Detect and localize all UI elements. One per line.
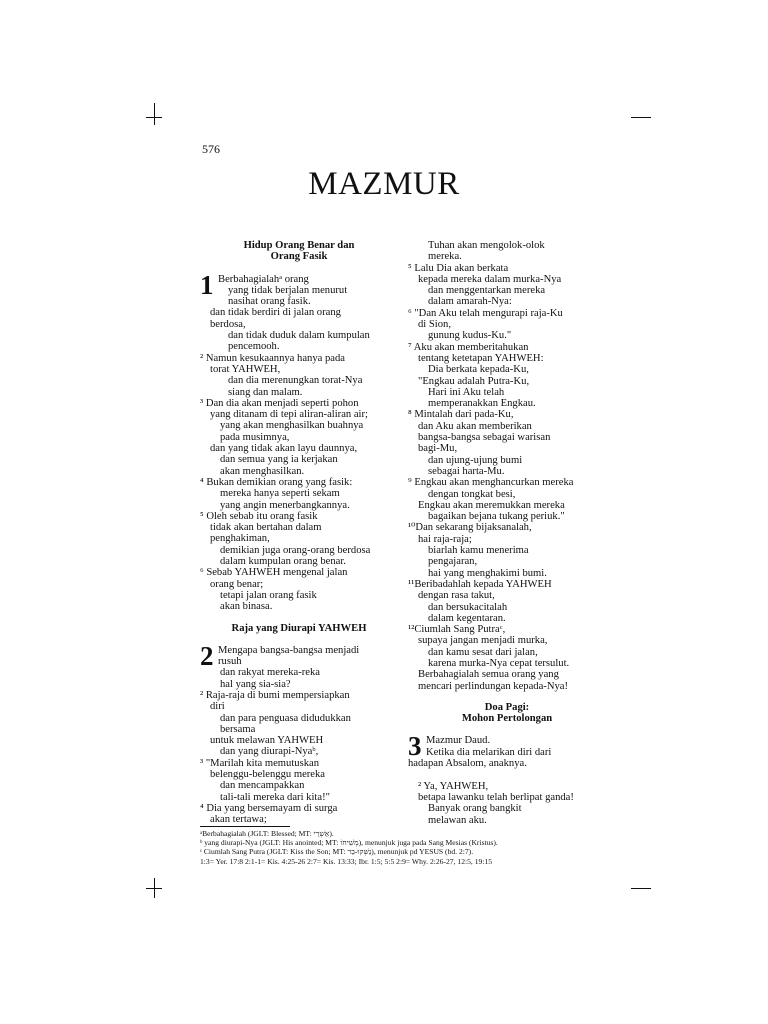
verse-line: nasihat orang fasik.: [228, 296, 311, 308]
verse-line: dalam kumpulan orang benar.: [220, 556, 346, 568]
book-title: MAZMUR: [308, 166, 460, 202]
verse-line: hai raja-raja;: [418, 533, 472, 545]
footnote-marker: a: [279, 273, 283, 281]
verse-line: Mazmur Daud.: [426, 735, 491, 747]
verse-line: untuk melawan YAHWEH: [210, 735, 324, 747]
verse-line: Engkau akan meremukkan mereka: [418, 499, 565, 511]
chapter-2: [200, 640, 398, 826]
verse-line: Ketika dia melarikan diri dari: [426, 746, 552, 758]
verse-line: bersama: [220, 723, 256, 735]
chapter-number: 3: [408, 731, 422, 762]
section-heading-psalm-1: Hidup Orang Benar dan Orang Fasik: [243, 240, 355, 263]
verse-line: tetapi jalan orang fasik: [220, 589, 317, 601]
verse-line: memperanakkan Engkau.: [428, 398, 536, 410]
verse-line: ¹²Ciumlah Sang Putra$^c$,: [408, 624, 506, 636]
verse-line: bangsa-bangsa sebagai warisan: [418, 432, 551, 444]
verse-line: ⁵ Oleh sebab itu orang fasik: [200, 510, 318, 522]
verse-line: orang benar;: [210, 578, 264, 590]
footnotes: [200, 829, 600, 866]
verse-line: dan bersukacitalah: [428, 601, 508, 613]
verse-line: dan tidak duduk dalam kumpulan: [228, 330, 370, 342]
verse-line: dan semua yang ia kerjakan: [220, 454, 338, 466]
verse-line: dan yang diurapi-Nya$^b$,: [220, 746, 319, 758]
chapter-3: [408, 731, 606, 826]
verse-line: demikian juga orang-orang berdosa: [220, 544, 371, 556]
footnote-c: ᶜ Ciumlah Sang Putra (JGLT: Kiss the Son; MT: נַשְּׁקוּ-בַר), menunjuk pd YESUS (bd. 2:7).: [200, 847, 474, 857]
chapter-number: 2: [200, 640, 214, 671]
verse-line: dan rakyat mereka-reka: [220, 667, 320, 679]
crop-mark-tr-h: [631, 117, 651, 118]
verse-line: dan para penguasa didudukkan: [220, 712, 351, 724]
verse-line: Mengapa bangsa-bangsa menjadi: [218, 644, 360, 656]
verse-line: mereka hanya seperti sekam: [220, 488, 340, 500]
verse-line: bagi-Mu,: [418, 443, 458, 455]
verse-line: Hari ini Aku telah: [428, 386, 505, 398]
verse-line: ⁶ "Dan Aku telah mengurapi raja-Ku: [408, 307, 563, 319]
cross-references: 1:3= Yer. 17:8 2:1-1= Kis. 4:25-26 2:7= Kis. 13:33; Ibr. 1:5; 5:5 2:9= Why. 2:26-27, 12:5, 19:15: [200, 856, 492, 866]
right-column: [408, 240, 606, 826]
verse-line: berdosa,: [210, 318, 246, 330]
verse-line: karena murka-Nya cepat tersulut.: [428, 657, 570, 669]
verse-line: Banyak orang bangkit: [428, 803, 522, 815]
chapter-number: 1: [200, 269, 214, 300]
verse-line: melawan aku.: [428, 814, 487, 826]
footnote-marker: b: [312, 746, 316, 754]
verse-line: ¹¹Beribadahlah kepada YAHWEH: [408, 578, 552, 590]
verse-line: gunung kudus-Ku.": [428, 330, 512, 342]
verse-line: pencemooh.: [228, 341, 280, 353]
verse-line: ³ Dan dia akan menjadi seperti pohon: [200, 397, 359, 409]
verse-line: bagaikan bejana tukang periuk.": [428, 511, 565, 523]
verse-line: dan kamu sesat dari jalan,: [428, 646, 538, 658]
verse-line: ² Ya, YAHWEH,: [418, 780, 489, 792]
verse-line: torat YAHWEH,: [210, 363, 281, 375]
verse-line: dengan tongkat besi,: [428, 488, 516, 500]
verse-line: dan tidak berdiri di jalan orang: [210, 307, 341, 319]
verse-line: [408, 769, 606, 780]
verse-line: ⁵ Lalu Dia akan berkata: [408, 262, 509, 274]
verse-line: ⁴ Bukan demikian orang yang fasik:: [200, 476, 353, 488]
verse-line: kepada mereka dalam murka-Nya: [418, 273, 562, 285]
verse-line: dan Aku akan memberikan: [418, 420, 532, 432]
verse-line: hadapan Absalom, anaknya.: [408, 758, 527, 770]
verse-line: ⁴ Dia yang bersemayam di surga: [200, 802, 338, 814]
verse-line: dalam kegentaran.: [428, 612, 506, 624]
verse-line: Tuhan akan mengolok-olok: [428, 240, 545, 251]
verse-line: Berbahagialah semua orang yang: [418, 669, 559, 681]
footnote-b: ᵇ yang diurapi-Nya (JGLT: His anointed; MT: מְשִׁיחוֹ), menunjuk juga pada Sang Mesias (Kristus).: [200, 838, 498, 848]
verse-line: hai yang menghakimi bumi.: [428, 567, 547, 579]
verse-line: penghakiman,: [210, 533, 270, 545]
verse-line: belenggu-belenggu mereka: [210, 769, 326, 781]
verse-line: yang ditanam di tepi aliran-aliran air;: [210, 409, 368, 421]
verse-line: ⁸ Mintalah dari pada-Ku,: [408, 409, 514, 421]
footnote-rule: [200, 826, 290, 827]
chapter-2-continued: [408, 240, 606, 692]
verse-line: dan yang tidak akan layu daunnya,: [210, 443, 358, 455]
section-heading-psalm-3: Doa Pagi: Mohon Pertolongan: [461, 701, 553, 725]
verse-line: dan ujung-ujung bumi: [428, 454, 523, 466]
verse-line: tidak akan bertahan dalam: [210, 522, 322, 534]
verse-line: tentang ketetapan YAHWEH:: [418, 352, 544, 364]
verse-line: akan menghasilkan.: [220, 465, 305, 477]
verse-line: yang angin menerbangkannya.: [220, 499, 350, 511]
verse-line: dalam amarah-Nya:: [428, 296, 512, 308]
verse-line: ¹⁰Dan sekarang bijaksanalah,: [408, 522, 532, 534]
verse-line: yang tidak berjalan menurut: [228, 284, 348, 296]
verse-line: betapa lawanku telah berlipat ganda!: [418, 791, 574, 803]
verse-line: hal yang sia-sia?: [220, 678, 291, 690]
verse-line: mereka.: [428, 251, 462, 263]
left-column: [200, 240, 398, 826]
verse-line: dan mencampakkan: [220, 780, 305, 792]
verse-line: dan dia merenungkan torat-Nya: [228, 375, 363, 387]
footnote-a: ᵃBerbahagialah (JGLT: Blessed; MT: אַשְׁרֵי).: [200, 829, 334, 838]
verse-line: sebagai harta-Mu.: [428, 465, 505, 477]
footnote-marker: c: [499, 624, 503, 632]
verse-line: dan menggentarkan mereka: [428, 285, 546, 297]
verse-line: supaya jangan menjadi murka,: [418, 635, 548, 647]
verse-line: biarlah kamu menerima: [428, 545, 529, 557]
verse-line: mencari perlindungan kepada-Nya!: [418, 680, 569, 692]
verse-line: ⁷ Aku akan memberitahukan: [408, 341, 529, 353]
page-number: 576: [202, 142, 220, 156]
verse-line: akan tertawa;: [210, 814, 267, 826]
verse-line: Berbahagialah$^a$ orang: [218, 273, 309, 285]
crop-mark-bl-v: [154, 878, 155, 898]
verse-line: ³ "Marilah kita memutuskan: [200, 757, 320, 769]
verse-line: ² Namun kesukaannya hanya pada: [200, 352, 345, 364]
verse-line: ⁹ Engkau akan menghancurkan mereka: [408, 477, 574, 489]
chapter-1: [200, 269, 398, 613]
verse-line: rusuh: [218, 656, 242, 668]
verse-line: "Engkau adalah Putra-Ku,: [418, 375, 530, 387]
crop-mark-br-h: [631, 888, 651, 889]
verse-line: ⁶ Sebab YAHWEH mengenal jalan: [200, 567, 348, 579]
verse-line: akan binasa.: [220, 601, 273, 613]
verse-line: tali-tali mereka dari kita!": [220, 791, 330, 803]
crop-mark-tl-v: [154, 103, 155, 125]
verse-line: yang akan menghasilkan buahnya: [220, 420, 364, 432]
verse-line: di Sion,: [418, 319, 451, 331]
verse-line: diri: [210, 701, 225, 713]
verse-line: siang dan malam.: [228, 386, 303, 398]
verse-line: pada musimnya,: [220, 431, 290, 443]
verse-line: pengajaran,: [428, 556, 478, 568]
verse-line: ² Raja-raja di bumi mempersiapkan: [200, 689, 350, 701]
verse-line: dengan rasa takut,: [418, 590, 495, 602]
section-heading-psalm-2: Raja yang Diurapi YAHWEH: [231, 622, 367, 634]
verse-line: Dia berkata kepada-Ku,: [428, 364, 529, 376]
